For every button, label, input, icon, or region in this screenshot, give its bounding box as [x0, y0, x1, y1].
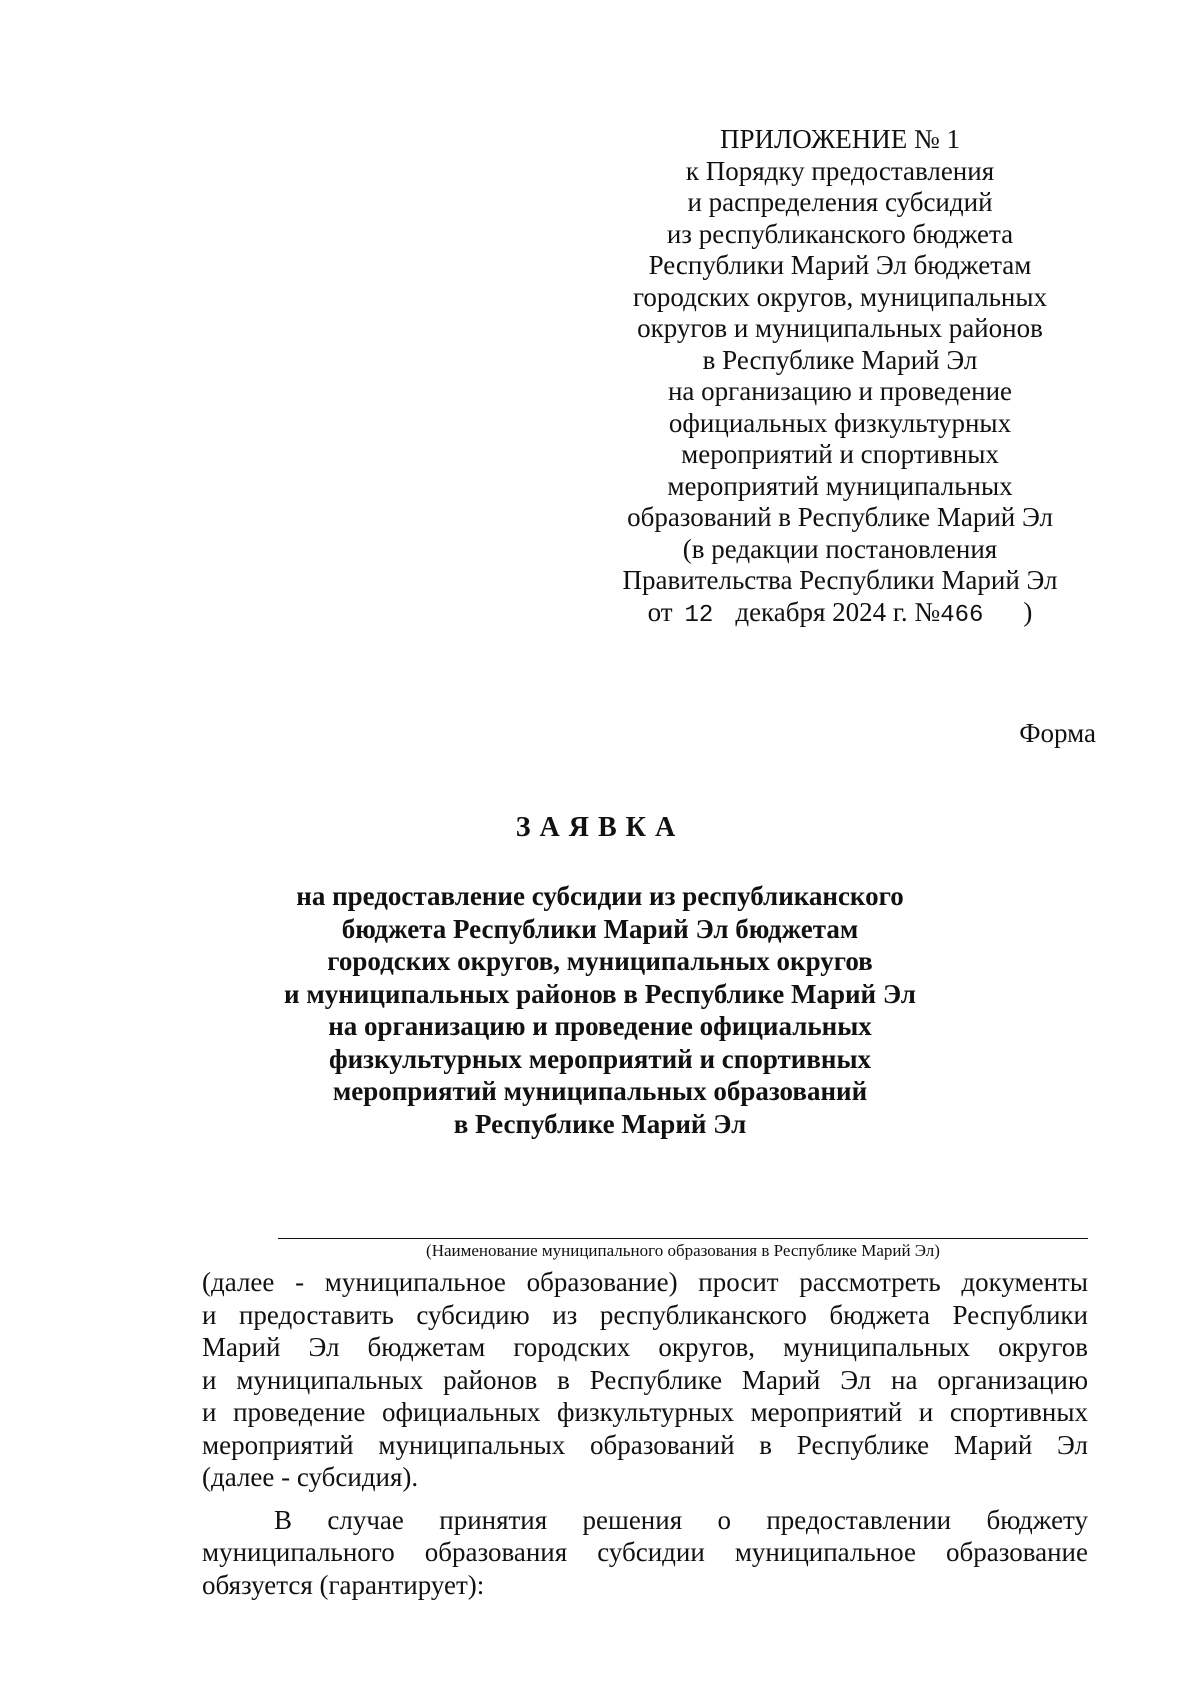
- date-day: 12: [684, 601, 714, 629]
- paragraph-gap: [202, 1494, 1088, 1504]
- date-suffix: ): [1023, 596, 1033, 627]
- appendix-line: Республики Марий Эл бюджетам: [648, 250, 1032, 280]
- body-line: Марий Эл бюджетам городских округов, муниципальных округов: [202, 1332, 1088, 1362]
- subtitle-line: и муниципальных районов в Республике Марий Эл: [284, 978, 916, 1009]
- subtitle-line: городских округов, муниципальных округов: [327, 946, 873, 976]
- subtitle-line: в Республике Марий Эл: [453, 1108, 747, 1139]
- document-title: ЗАЯВКА: [515, 812, 685, 843]
- appendix-line: мероприятий муниципальных: [667, 470, 1013, 501]
- body-line: (далее - муниципальное образование) просит рассмотреть документы: [202, 1267, 1088, 1297]
- appendix-line: из республиканского бюджета: [666, 218, 1014, 249]
- appendix-line: городских округов, муниципальных: [632, 281, 1047, 312]
- municipality-name-blank: [278, 1238, 1088, 1239]
- appendix-line: и распределения субсидий: [687, 187, 993, 217]
- municipality-name-caption: (Наименование муниципального образования в Республике Марий Эл): [426, 1241, 940, 1260]
- body-line: и проведение официальных физкультурных мероприятий и спортивных: [202, 1397, 1088, 1427]
- form-label: Форма: [1019, 718, 1096, 748]
- document-number: 466: [940, 601, 984, 629]
- appendix-line: на организацию и проведение: [667, 376, 1013, 406]
- appendix-line: ПРИЛОЖЕНИЕ № 1: [719, 124, 961, 154]
- appendix-line: в Республике Марий Эл: [702, 344, 978, 375]
- body-line: и муниципальных районов в Республике Марий Эл на организацию: [202, 1364, 1088, 1395]
- body-line: мероприятий муниципальных образований в Республике Марий Эл: [202, 1429, 1088, 1460]
- body-line: и предоставить субсидию из республиканского бюджета Республики: [202, 1299, 1088, 1330]
- appendix-line: (в редакции постановления: [682, 533, 998, 564]
- appendix-header: [590, 124, 1090, 631]
- body-line: муниципального образования субсидии муниципальное образование: [202, 1537, 1088, 1567]
- appendix-line: округов и муниципальных районов: [637, 313, 1043, 343]
- date-text: декабря 2024 г. №: [735, 596, 941, 627]
- appendix-line: Правительства Республики Марий Эл: [622, 565, 1058, 595]
- date-prefix: от: [647, 596, 673, 627]
- body-line: В случае принятия решения о предоставлении бюджету: [274, 1504, 1088, 1535]
- appendix-line: образований в Республике Марий Эл: [627, 502, 1053, 532]
- subtitle-line: на предоставление субсидии из республиканского: [296, 881, 904, 911]
- subtitle-line: бюджета Республики Марий Эл бюджетам: [341, 913, 859, 944]
- document-subtitle: [200, 880, 1000, 1140]
- appendix-line: мероприятий и спортивных: [681, 439, 999, 469]
- appendix-line: официальных физкультурных: [668, 407, 1012, 438]
- body-text: [202, 1266, 1088, 1601]
- body-line: (далее - субсидия).: [202, 1462, 419, 1492]
- subtitle-line: мероприятий муниципальных образований: [332, 1076, 868, 1106]
- appendix-line: к Порядку предоставления: [685, 155, 995, 186]
- subtitle-line: физкультурных мероприятий и спортивных: [328, 1043, 872, 1074]
- subtitle-line: на организацию и проведение официальных: [328, 1011, 872, 1041]
- resolution-date-line: [590, 597, 1090, 632]
- body-line: обязуется (гарантирует):: [202, 1569, 485, 1600]
